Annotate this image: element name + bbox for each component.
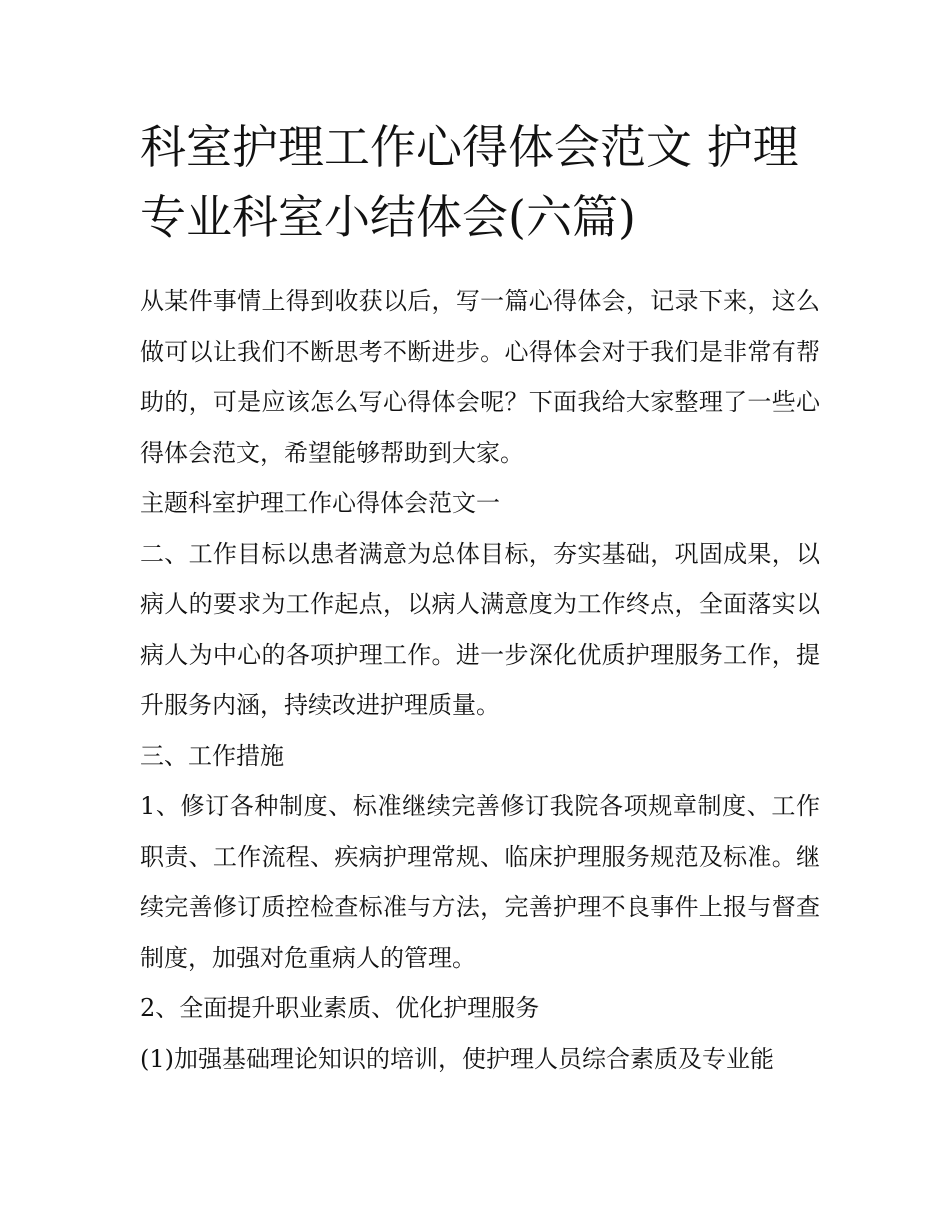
document-body: [140, 276, 820, 1084]
work-measures-heading: 三、工作措施: [140, 741, 284, 770]
section-heading-example-one: 主题科室护理工作心得体会范文一: [140, 489, 500, 517]
measure-two-item-one: (1)加强基础理论知识的培训，使护理人员综合素质及专业能: [140, 1044, 774, 1073]
document-title: 科室护理工作心得体会范文 护理专业科室小结体会(六篇): [140, 120, 799, 244]
measure-one-paragraph: 1、修订各种制度、标准继续完善修订我院各项规章制度、工作职责、工作流程、疾病护理常规、临床护理服务规范及标准。继续完善修订质控检查标准与方法，完善护理不良事件上报与督查制度，加强对危重病人的管理。: [140, 792, 820, 972]
measure-two-heading: 2、全面提升职业素质、优化护理服务: [140, 994, 540, 1022]
work-goal-paragraph: 二、工作目标以患者满意为总体目标，夯实基础，巩固成果，以病人的要求为工作起点，以病人满意度为工作终点，全面落实以病人为中心的各项护理工作。进一步深化优质护理服务工作，提升服务内涵，持续改进护理质量。: [140, 539, 820, 719]
intro-paragraph: 从某件事情上得到收获以后，写一篇心得体会，记录下来，这么做可以让我们不断思考不断进步。心得体会对于我们是非常有帮助的，可是应该怎么写心得体会呢？下面我给大家整理了一些心得体会范文，希望能够帮助到大家。: [140, 287, 820, 467]
